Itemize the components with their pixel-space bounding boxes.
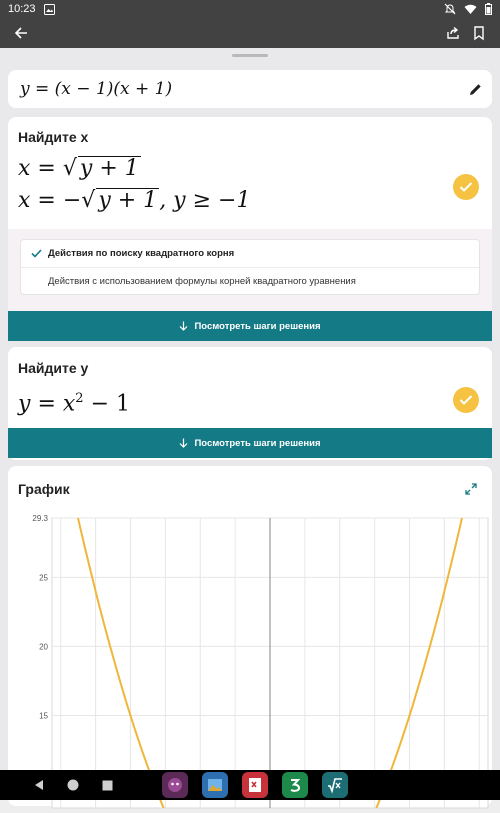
app-dock bbox=[162, 772, 348, 798]
equation-factor-1: (x − 1) bbox=[55, 79, 114, 99]
y-base: x bbox=[63, 391, 75, 416]
graph-plot[interactable] bbox=[18, 508, 492, 808]
equation-lhs: y bbox=[20, 79, 30, 99]
checkmark-icon bbox=[459, 181, 473, 193]
drag-handle[interactable] bbox=[232, 54, 268, 57]
bookmark-icon bbox=[473, 26, 485, 40]
radical-sign: √ bbox=[63, 156, 77, 181]
find-x-card bbox=[8, 117, 492, 341]
steps-method-panel bbox=[8, 229, 492, 311]
find-y-solution bbox=[18, 385, 130, 418]
y-op: = bbox=[37, 391, 55, 416]
gallery-icon bbox=[44, 4, 55, 15]
solution-check-badge bbox=[453, 174, 479, 200]
status-bar bbox=[0, 0, 500, 18]
y-exponent: 2 bbox=[75, 391, 83, 406]
back-button[interactable] bbox=[8, 20, 34, 46]
equation-op: = bbox=[35, 79, 49, 99]
arrow-down-icon bbox=[179, 438, 188, 448]
expand-icon bbox=[465, 483, 477, 495]
edit-button[interactable] bbox=[462, 76, 488, 102]
wifi-icon bbox=[464, 4, 477, 15]
find-y-title: Найдите y bbox=[18, 360, 88, 376]
y-tick-label: 25 bbox=[39, 573, 48, 582]
battery-icon bbox=[485, 3, 492, 15]
x-radicand-1: y + 1 bbox=[78, 156, 141, 181]
steps-method-list bbox=[20, 239, 480, 295]
y-tick-label: 29.3 bbox=[32, 514, 48, 523]
checkmark-icon bbox=[459, 394, 473, 406]
formula-app-icon bbox=[246, 776, 264, 794]
expand-graph-button[interactable] bbox=[458, 476, 484, 502]
bookmark-button[interactable] bbox=[466, 20, 492, 46]
x-condition: , y ≥ −1 bbox=[159, 188, 250, 213]
number-three-app-icon bbox=[286, 776, 304, 794]
x-op-1: = bbox=[37, 156, 55, 181]
nav-recents-button[interactable] bbox=[90, 770, 124, 800]
square-recents-icon bbox=[102, 780, 113, 791]
view-steps-label-y: Посмотреть шаги решения bbox=[194, 438, 320, 449]
dock-app-2[interactable] bbox=[202, 772, 228, 798]
graph-card bbox=[8, 466, 492, 806]
view-steps-button-x[interactable] bbox=[8, 311, 492, 341]
solution-check-badge bbox=[453, 387, 479, 413]
share-button[interactable] bbox=[440, 20, 466, 46]
dock-app-1[interactable] bbox=[162, 772, 188, 798]
radical-sign: √ bbox=[81, 188, 95, 213]
triangle-back-icon bbox=[34, 779, 44, 791]
y-tail: − 1 bbox=[91, 391, 130, 416]
step-method-sqrt[interactable] bbox=[21, 240, 479, 267]
find-x-solution-2 bbox=[18, 187, 250, 215]
graph-title: График bbox=[18, 481, 70, 497]
dock-app-3[interactable] bbox=[242, 772, 268, 798]
x-lhs-2: x bbox=[18, 188, 30, 213]
equation-display bbox=[20, 79, 172, 99]
messenger-app-icon bbox=[166, 776, 184, 794]
y-tick-label: 20 bbox=[39, 642, 48, 651]
checkmark-icon bbox=[31, 249, 42, 258]
find-x-solution-1 bbox=[18, 155, 141, 183]
find-y-card bbox=[8, 347, 492, 460]
find-x-title: Найдите x bbox=[18, 129, 88, 145]
x-op-2: = − bbox=[37, 188, 81, 213]
circle-home-icon bbox=[67, 779, 79, 791]
y-lhs: y bbox=[18, 391, 30, 416]
gallery-app-icon bbox=[206, 776, 224, 794]
pencil-icon bbox=[469, 83, 482, 96]
dock-app-5[interactable] bbox=[322, 772, 348, 798]
dock-app-4[interactable] bbox=[282, 772, 308, 798]
x-lhs-1: x bbox=[18, 156, 30, 181]
step-method-sqrt-label: Действия по поиску квадратного корня bbox=[48, 248, 234, 259]
navigation-bar bbox=[0, 770, 500, 800]
view-steps-button-y[interactable] bbox=[8, 428, 492, 458]
math-solver-app-icon bbox=[326, 776, 344, 794]
step-method-quadratic-label: Действия с использованием формулы корней квадратного уравнения bbox=[48, 276, 356, 287]
app-bar bbox=[0, 18, 500, 48]
x-radicand-2: y + 1 bbox=[96, 188, 159, 213]
nav-home-button[interactable] bbox=[56, 770, 90, 800]
share-icon bbox=[446, 26, 460, 40]
graph-svg bbox=[18, 508, 492, 808]
status-time: 10:23 bbox=[8, 3, 36, 15]
view-steps-label-x: Посмотреть шаги решения bbox=[194, 321, 320, 332]
y-tick-label: 15 bbox=[39, 711, 48, 720]
content-area[interactable] bbox=[0, 48, 500, 770]
arrow-left-icon bbox=[14, 26, 28, 40]
arrow-down-icon bbox=[179, 321, 188, 331]
equation-factor-2: (x + 1) bbox=[113, 79, 172, 99]
step-method-quadratic[interactable] bbox=[21, 267, 479, 294]
nav-back-button[interactable] bbox=[22, 770, 56, 800]
equation-card[interactable] bbox=[8, 70, 492, 108]
mute-icon bbox=[444, 3, 456, 15]
